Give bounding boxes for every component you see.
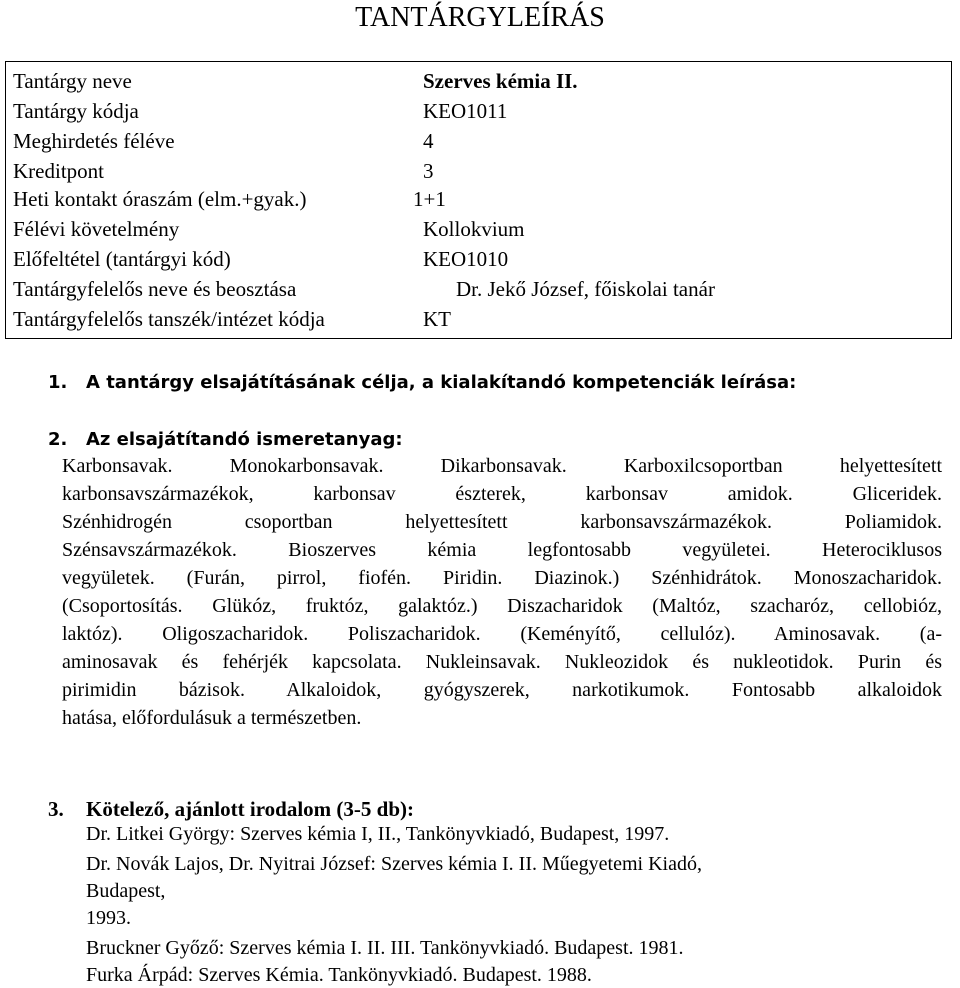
info-value: KT bbox=[423, 307, 451, 331]
course-info-table bbox=[5, 61, 952, 339]
reference-item: Budapest, bbox=[86, 880, 166, 902]
document-title: TANTÁRGYLEÍRÁS bbox=[355, 2, 605, 33]
section-1-heading: A tantárgy elsajátításának célja, a kialakítandó kompetenciák leírása: bbox=[86, 372, 797, 393]
info-label: Tantárgyfelelős tanszék/intézet kódja bbox=[13, 307, 325, 331]
info-value: KEO1011 bbox=[423, 99, 508, 123]
section-1-number: 1. bbox=[48, 372, 68, 393]
section-2-number: 2. bbox=[48, 429, 68, 450]
info-value: KEO1010 bbox=[423, 247, 509, 271]
info-label: Tantárgyfelelős neve és beosztása bbox=[13, 277, 297, 301]
reference-item: Bruckner Győző: Szerves kémia I. II. III. Tankönyvkiadó. Budapest. 1981. bbox=[86, 937, 684, 959]
reference-item: 1993. bbox=[86, 907, 131, 929]
info-value: 3 bbox=[423, 159, 434, 183]
content-line: Szénhidrogén csoportban helyettesített karbonsavszármazékok. Poliamidok. bbox=[62, 511, 942, 533]
info-label: Tantárgy neve bbox=[13, 69, 132, 93]
info-value: 1+1 bbox=[413, 187, 446, 211]
section-3-number: 3. bbox=[48, 797, 64, 821]
content-line: vegyületek. (Furán, pirrol, fiofén. Piridin. Diazinok.) Szénhidrátok. Monoszacharidok. bbox=[62, 567, 942, 589]
info-label: Meghirdetés féléve bbox=[13, 129, 175, 153]
reference-item: Dr. Litkei György: Szerves kémia I, II., Tankönyvkiadó, Budapest, 1997. bbox=[86, 823, 670, 845]
content-line: Karbonsavak. Monokarbonsavak. Dikarbonsavak. Karboxilcsoportban helyettesített bbox=[62, 455, 942, 477]
info-value: Szerves kémia II. bbox=[423, 69, 578, 93]
info-label: Kreditpont bbox=[13, 159, 104, 183]
section-2-heading: Az elsajátítandó ismeretanyag: bbox=[86, 429, 403, 450]
info-label: Félévi követelmény bbox=[13, 217, 180, 241]
info-value: Dr. Jekő József, főiskolai tanár bbox=[456, 277, 715, 301]
info-label: Heti kontakt óraszám (elm.+gyak.) bbox=[13, 187, 307, 211]
info-label: Előfeltétel (tantárgyi kód) bbox=[13, 247, 231, 271]
reference-item: Furka Árpád: Szerves Kémia. Tankönyvkiadó. Budapest. 1988. bbox=[86, 964, 592, 986]
content-line: karbonsavszármazékok, karbonsav észterek, karbonsav amidok. Gliceridek. bbox=[62, 483, 942, 505]
reference-item: Dr. Novák Lajos, Dr. Nyitrai József: Szerves kémia I. II. Műegyetemi Kiadó, bbox=[86, 853, 702, 875]
section-3-heading: Kötelező, ajánlott irodalom (3-5 db): bbox=[86, 797, 414, 821]
info-value: Kollokvium bbox=[423, 217, 525, 241]
content-line: Szénsavszármazékok. Bioszerves kémia legfontosabb vegyületei. Heterociklusos bbox=[62, 539, 942, 561]
content-line: hatása, előfordulásuk a természetben. bbox=[62, 707, 362, 729]
info-label: Tantárgy kódja bbox=[13, 99, 139, 123]
info-value: 4 bbox=[423, 129, 434, 153]
content-line: laktóz). Oligoszacharidok. Poliszacharidok. (Keményítő, cellulóz). Aminosavak. (a- bbox=[62, 623, 942, 645]
content-line: aminosavak és fehérjék kapcsolata. Nukleinsavak. Nukleozidok és nukleotidok. Purin és bbox=[62, 651, 942, 673]
content-line: pirimidin bázisok. Alkaloidok, gyógyszerek, narkotikumok. Fontosabb alkaloidok bbox=[62, 679, 942, 701]
content-line: (Csoportosítás. Glükóz, fruktóz, galaktóz.) Diszacharidok (Maltóz, szacharóz, cellobióz, bbox=[62, 595, 942, 617]
